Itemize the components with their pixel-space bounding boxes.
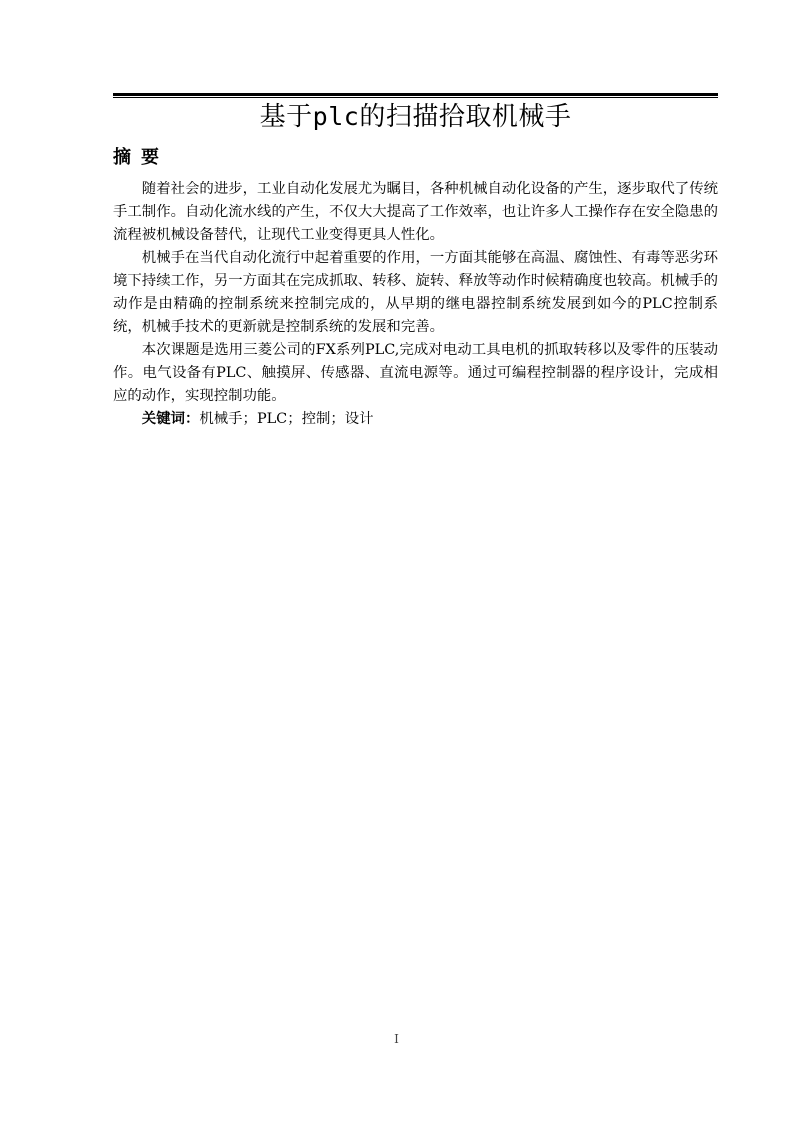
- abstract-paragraph-1: 随着社会的进步，工业自动化发展尤为瞩目，各种机械自动化设备的产生，逐步取代了传统手工制作。自动化流水线的产生，不仅大大提高了工作效率，也让许多人工操作存在安全隐患的流程被机械设备替代，让现代工业变得更具人性化。: [113, 181, 718, 243]
- title-suffix: 的扫描拾取机械手: [359, 102, 572, 132]
- abstract-paragraph-3: 本次课题是选用三菱公司的FX系列PLC,完成对电动工具电机的抓取转移以及零件的压装动作。电气设备有PLC、触摸屏、传感器、直流电源等。通过可编程控制器的程序设计，完成相应的动作，实现控制功能。: [113, 342, 718, 404]
- header-rule-thick: [113, 93, 718, 96]
- keywords-line: [113, 408, 718, 431]
- abstract-paragraph-2: 机械手在当代自动化流行中起着重要的作用，一方面其能够在高温、腐蚀性、有毒等恶劣环境下持续工作，另一方面其在完成抓取、转移、旋转、释放等动作时候精确度也较高。机械手的动作是由精确的控制系统来控制完成的，从早期的继电器控制系统发展到如今的PLC控制系统，机械手技术的更新就是控制系统的发展和完善。: [113, 250, 718, 335]
- keywords-value: 机械手；PLC；控制；设计: [199, 411, 374, 427]
- keywords-label: 关键词：: [141, 411, 200, 427]
- header-rule-thin: [113, 97, 718, 98]
- title-prefix: 基于: [259, 102, 313, 132]
- abstract-heading: 摘要: [113, 147, 169, 168]
- abstract-body: [113, 178, 718, 431]
- page-number: I: [394, 1032, 399, 1046]
- title-latin: plc: [312, 102, 360, 131]
- document-title: [113, 99, 718, 135]
